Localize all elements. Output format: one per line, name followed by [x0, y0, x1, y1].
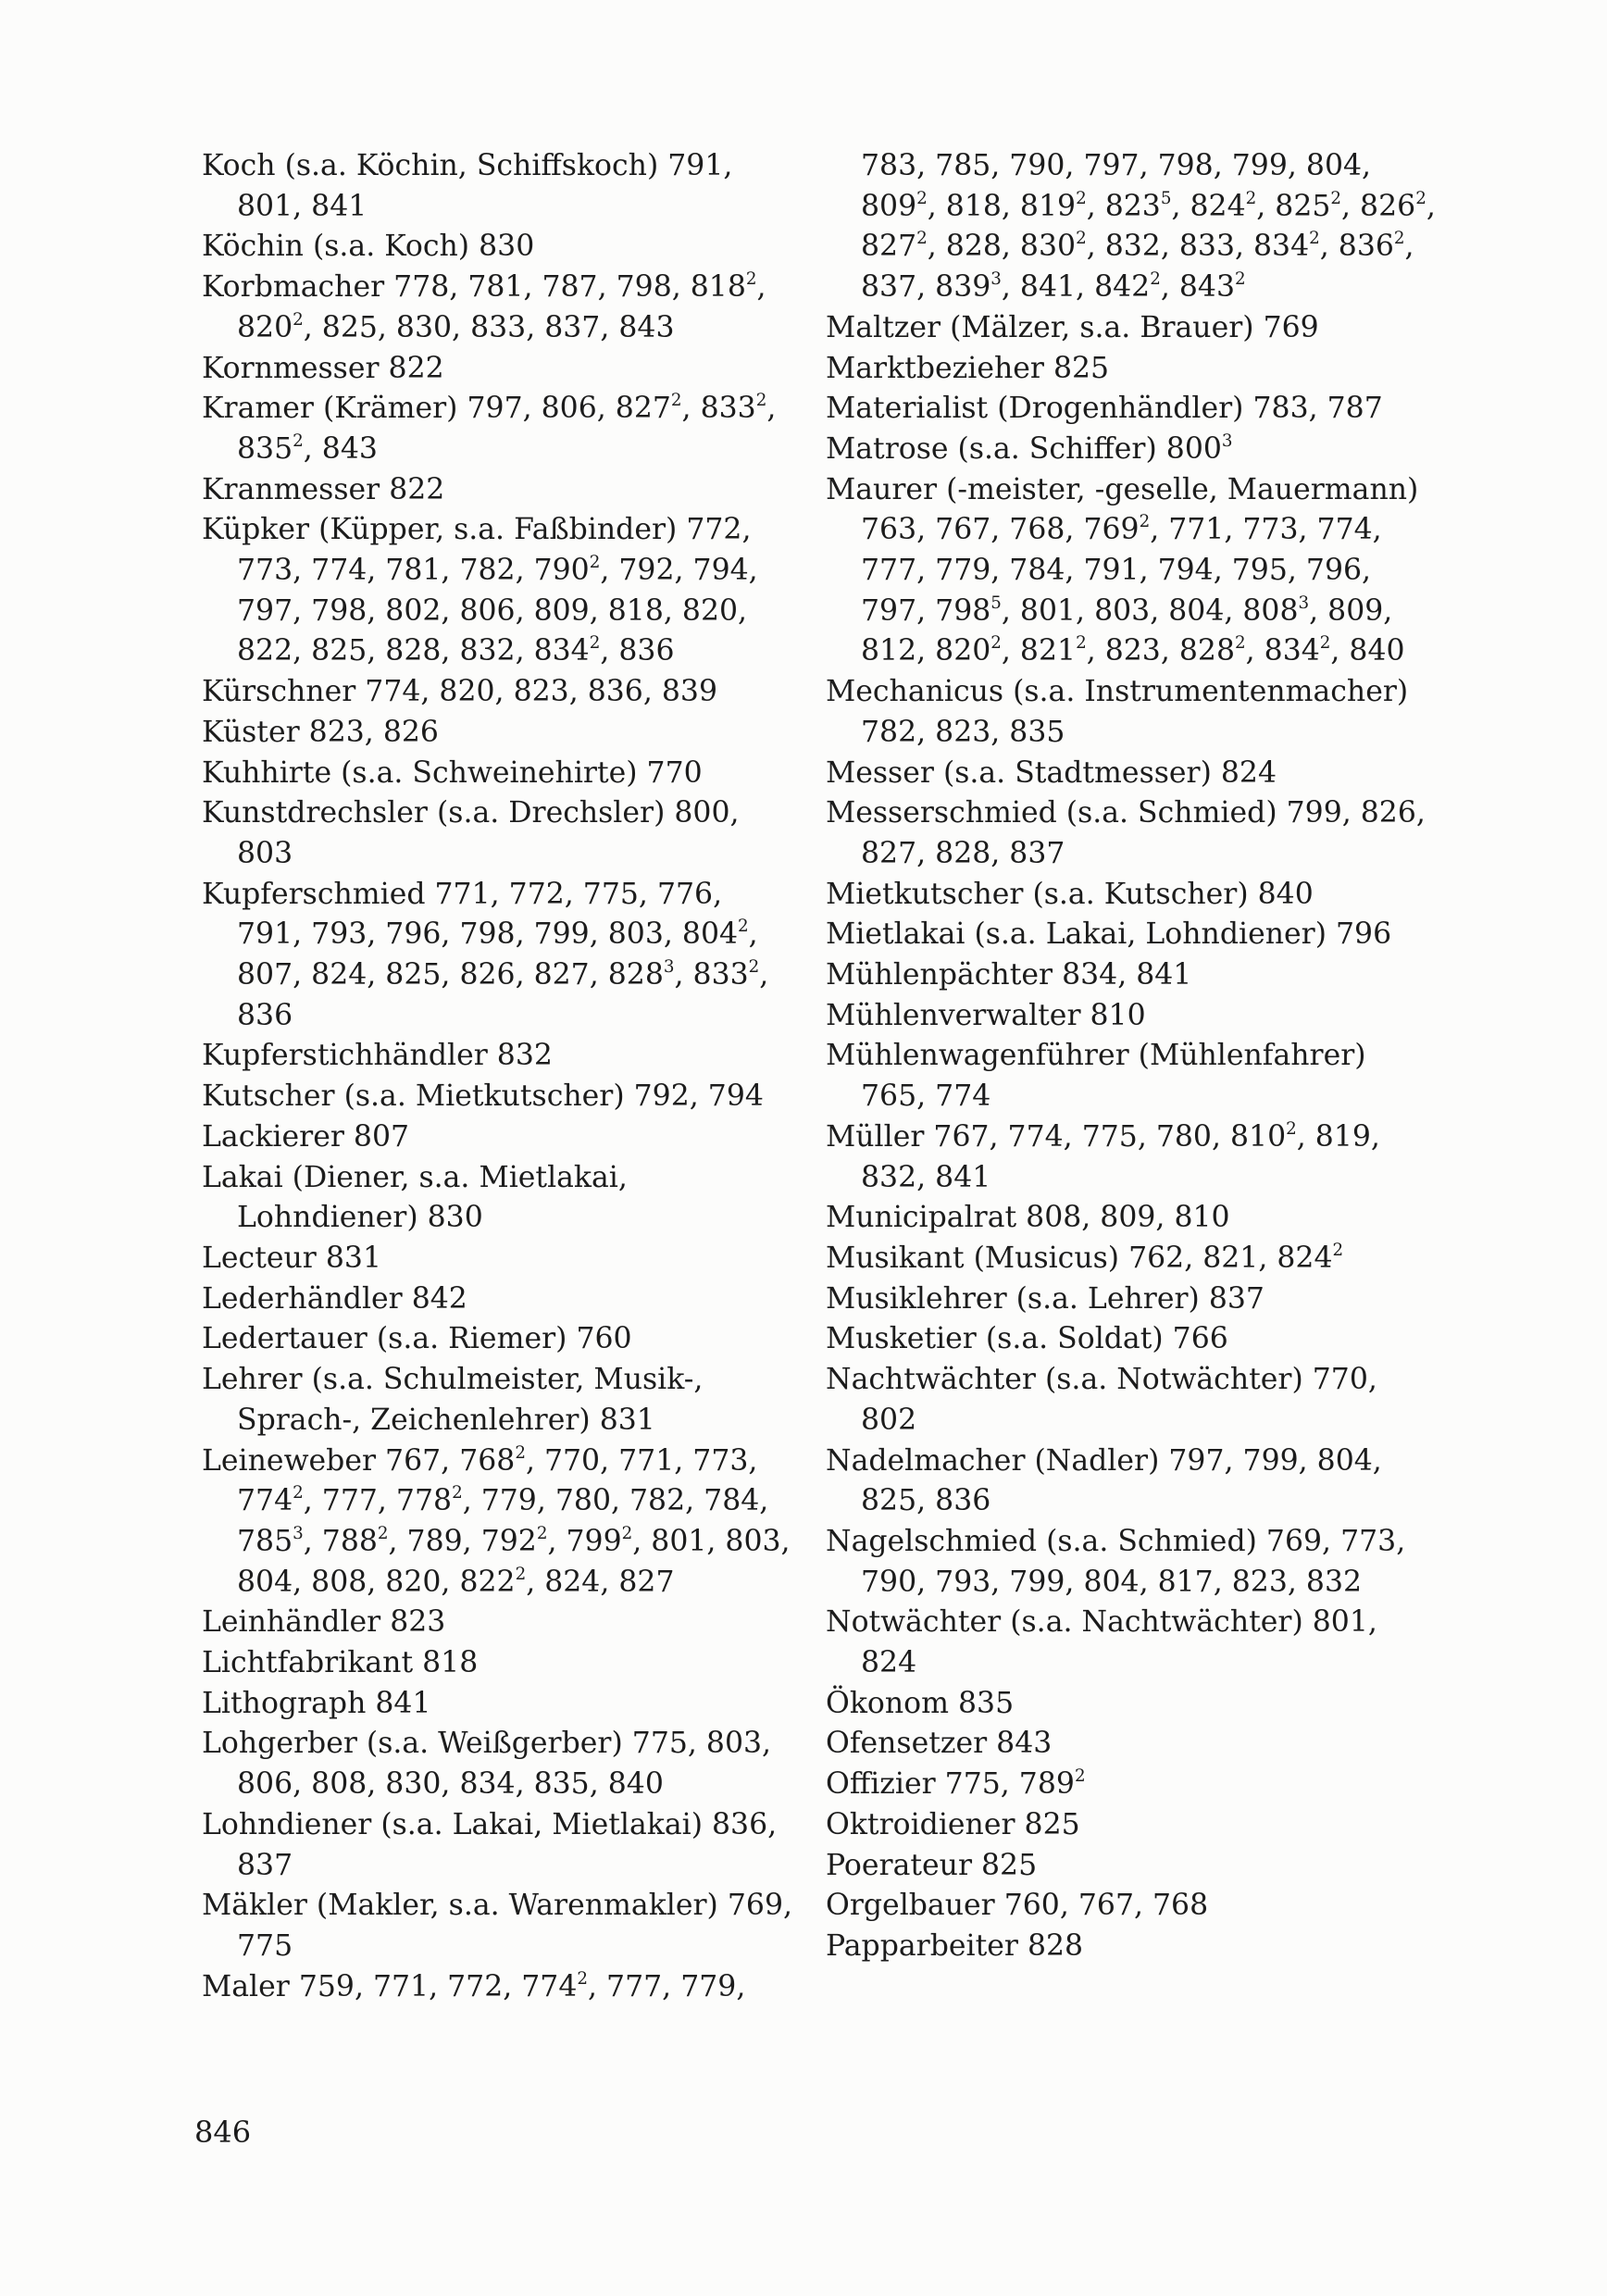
index-entry: Maltzer (Mälzer, s.a. Brauer) 769: [826, 310, 1319, 344]
index-entry: Orgelbauer 760, 767, 768: [826, 1889, 1209, 1923]
index-entry: Mühlenwagenführer (Mühlenfahrer) 765, 774: [826, 1039, 1366, 1114]
index-entry: Notwächter (s.a. Nachtwächter) 801, 824: [826, 1605, 1377, 1680]
index-entry: Mäkler (Makler, s.a. Warenmakler) 769, 775: [202, 1889, 792, 1963]
index-entry: Lehrer (s.a. Schulmeister, Musik-, Sprach-, Zeichenlehrer) 831: [202, 1363, 704, 1437]
index-entry: Lohgerber (s.a. Weißgerber) 775, 803, 806, 808, 830, 834, 835, 840: [202, 1727, 772, 1802]
index-entry: Kramer (Krämer) 797, 806, $827^2$, $833^2$, $835^2$, 843: [202, 391, 777, 466]
index-entry: Kutscher (s.a. Mietkutscher) 792, 794: [202, 1079, 764, 1114]
index-entry: Municipalrat 808, 809, 810: [826, 1201, 1230, 1235]
index-entry: Musketier (s.a. Soldat) 766: [826, 1322, 1228, 1356]
index-entry: Musikant (Musicus) 762, 821, $824^2$: [826, 1240, 1344, 1275]
index-entry: Mietkutscher (s.a. Kutscher) 840: [826, 877, 1314, 911]
index-entry: Küpker (Küpper, s.a. Faßbinder) 772, 773, 774, 781, 782, $790^2$, 792, 794, 797, 798, 802, 806, 809, 818, 820, 822, 825, 828, 832, $834^2$, 836: [202, 513, 758, 668]
index-entry: Musiklehrer (s.a. Lehrer) 837: [826, 1281, 1264, 1316]
index-entry: Ledertauer (s.a. Riemer) 760: [202, 1322, 632, 1356]
index-entry: Ökonom 835: [826, 1686, 1015, 1720]
index-entry: Poerateur 825: [826, 1848, 1038, 1882]
index-entry: Lithograph 841: [202, 1686, 431, 1720]
index-entry: Matrose (s.a. Schiffer) $800^3$: [826, 430, 1233, 466]
index-entry: Lichtfabrikant 818: [202, 1646, 479, 1680]
index-entry: Lackierer 807: [202, 1119, 410, 1154]
index-entry: Mietlakai (s.a. Lakai, Lohndiener) 796: [826, 917, 1392, 952]
index-entry: Kunstdrechsler (s.a. Drechsler) 800, 803: [202, 796, 740, 870]
index-entry: Maurer (-meister, -geselle, Mauermann) 763, 767, 768, $769^2$, 771, 773, 774, 777, 779, 784, 791, 794, 795, 796, 797, $798^5$, 801, 803, 804, $808^3$, 809, 812, $820^2$, $821^2$, 823, $828^2$, $834^2$, 840: [826, 472, 1419, 668]
index-entry: Köchin (s.a. Koch) 830: [202, 230, 535, 264]
index-entry: Lohndiener (s.a. Lakai, Mietlakai) 836, 837: [202, 1807, 778, 1882]
index-entry: Marktbezieher 825: [826, 351, 1110, 385]
index-entry: Papparbeiter 828: [826, 1928, 1084, 1963]
index-entry: Koch (s.a. Köchin, Schiffskoch) 791, 801, 841: [202, 149, 733, 223]
index-column-right: [826, 146, 1437, 1967]
index-entry: Lederhändler 842: [202, 1281, 467, 1316]
index-column-left: [202, 146, 794, 2007]
index-entry: Oktroidiener 825: [826, 1807, 1080, 1841]
index-entry: Küster 823, 826: [202, 715, 439, 749]
index-entry: Kuhhirte (s.a. Schweinehirte) 770: [202, 755, 703, 790]
index-entry: Leinhändler 823: [202, 1605, 446, 1640]
index-entry: Nadelmacher (Nadler) 797, 799, 804, 825, 836: [826, 1443, 1382, 1518]
index-entry: Kupferstichhändler 832: [202, 1039, 553, 1073]
index-entry: Mühlenpächter 834, 841: [826, 958, 1192, 992]
index-entry: Mechanicus (s.a. Instrumentenmacher) 782, 823, 835: [826, 675, 1409, 749]
index-entry: Offizier 775, $789^2$: [826, 1766, 1086, 1802]
index-entry: Lakai (Diener, s.a. Mietlakai, Lohndiener) 830: [202, 1160, 628, 1235]
page-number: 846: [194, 2115, 252, 2150]
index-entry: Ofensetzer 843: [826, 1727, 1053, 1761]
index-entry: Müller 767, 774, 775, 780, $810^2$, 819, 832, 841: [826, 1118, 1380, 1194]
index-entry: Messer (s.a. Stadtmesser) 824: [826, 755, 1277, 790]
index-entry: Messerschmied (s.a. Schmied) 799, 826, 827, 828, 837: [826, 796, 1426, 870]
index-entry: Kürschner 774, 820, 823, 836, 839: [202, 675, 718, 709]
index-entry: Nagelschmied (s.a. Schmied) 769, 773, 790, 793, 799, 804, 817, 823, 832: [826, 1524, 1406, 1599]
index-entry: Nachtwächter (s.a. Notwächter) 770, 802: [826, 1363, 1377, 1437]
index-entry: Kornmesser 822: [202, 351, 444, 385]
index-entry: 783, 785, 790, 797, 798, 799, 804, $809^2$, 818, $819^2$, $823^5$, $824^2$, $825^2$, $826^2$, $827^2$, 828, $830^2$, 832, 833, $834^2$, $836^2$, 837, $839^3$, 841, $842^2$, $843^2$: [861, 149, 1436, 305]
index-entry: Kupferschmied 771, 772, 775, 776, 791, 793, 796, 798, 799, 803, $804^2$, 807, 824, 825, 826, 827, $828^3$, $833^2$, 836: [202, 877, 769, 1032]
index-entry: Korbmacher 778, 781, 787, 798, $818^2$, $820^2$, 825, 830, 833, 837, 843: [202, 268, 766, 344]
index-entry: Leineweber 767, $768^2$, 770, 771, 773, $774^2$, 777, $778^2$, 779, 780, 782, 784, $785^3$, $788^2$, 789, $792^2$, $799^2$, 801, 803, 804, 808, 820, $822^2$, 824, 827: [202, 1442, 791, 1599]
index-entry: Mühlenverwalter 810: [826, 998, 1146, 1032]
index-entry: Lecteur 831: [202, 1241, 381, 1275]
index-entry: Kranmesser 822: [202, 472, 445, 506]
index-entry: Maler 759, 771, 772, $774^2$, 777, 779,: [202, 1968, 746, 2003]
index-entry: Materialist (Drogenhändler) 783, 787: [826, 392, 1383, 426]
